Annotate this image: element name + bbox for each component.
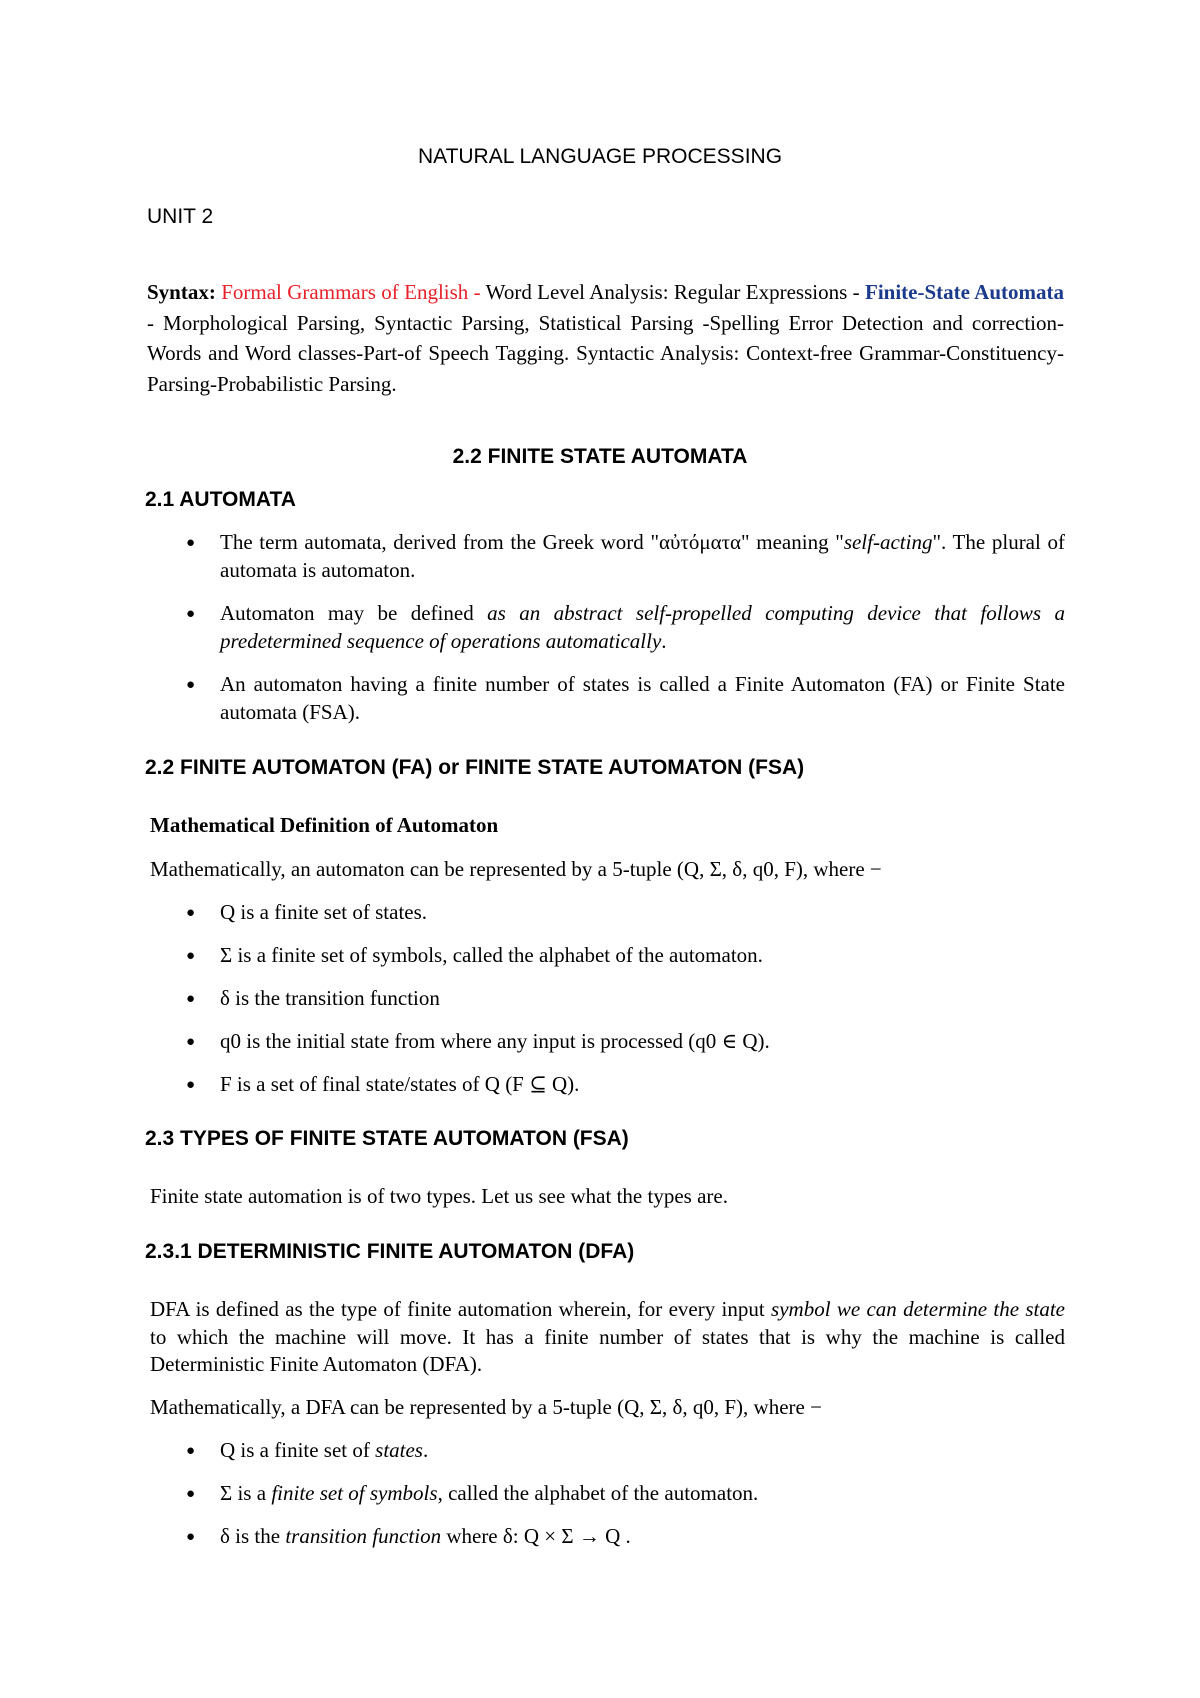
syntax-label: Syntax: xyxy=(147,280,216,304)
list-item-text: An automaton having a finite number of states is called a Finite Automaton (FA) or Finite State automata (FSA). xyxy=(220,672,1065,724)
subheading-math-definition: Mathematical Definition of Automaton xyxy=(150,813,499,837)
syllabus-text-2: - Morphological Parsing, Syntactic Parsing, Statistical Parsing -Spelling Error Detection and correction-Words and Word classes-Part-of Speech Tagging. Syntactic Analysis: Context-free Grammar-Constituency- Parsing-Probabilistic Parsing. xyxy=(147,310,1064,396)
list-item: Q is a finite set of states. xyxy=(220,900,428,924)
bullet-icon: ● xyxy=(186,677,196,693)
bullet-icon: ● xyxy=(186,1034,196,1050)
bullet-icon: ● xyxy=(186,948,196,964)
bullet-icon: ● xyxy=(186,905,196,921)
list-item: Σ is a finite set of symbols, called the alphabet of the automaton. xyxy=(220,943,763,967)
bullet-icon: ● xyxy=(186,606,196,622)
bullet-icon: ● xyxy=(186,535,196,551)
syllabus-paragraph xyxy=(147,277,1064,399)
dfa-definition-paragraph: DFA is defined as the type of finite automation wherein, for every input symbol we can determine the state to which the machine will move. It has a finite number of states that is why the machine is called Deterministic Finite Automaton (DFA). xyxy=(150,1297,1065,1376)
bullet-icon: ● xyxy=(186,1077,196,1093)
list-item: δ is the transition function where δ: Q × Σ → Q . xyxy=(220,1524,631,1548)
types-paragraph: Finite state automation is of two types. Let us see what the types are. xyxy=(150,1184,728,1208)
list-item: Σ is a finite set of symbols, called the alphabet of the automaton. xyxy=(220,1481,759,1505)
section-heading-fsa: 2.2 FINITE STATE AUTOMATA xyxy=(452,445,748,468)
list-item-text: Automaton may be defined as an abstract self-propelled computing device that follows a predetermined sequence of operations automatically. xyxy=(220,601,1065,653)
list-item-text: The term automata, derived from the Greek word "αὐτόματα" meaning "self-acting". The plural of automata is automaton. xyxy=(220,530,1065,582)
formal-grammars-text: Formal Grammars of English - xyxy=(221,280,481,304)
finite-state-automata-text: Finite-State Automata xyxy=(865,280,1065,304)
section-heading-types: 2.3 TYPES OF FINITE STATE AUTOMATON (FSA) xyxy=(145,1127,629,1150)
list-item: q0 is the initial state from where any input is processed (q0 ∈ Q). xyxy=(220,1029,770,1053)
unit-label: UNIT 2 xyxy=(147,205,214,228)
list-item: F is a set of final state/states of Q (F ⊆ Q). xyxy=(220,1072,580,1096)
dfa-tuple-paragraph: Mathematically, a DFA can be represented by a 5-tuple (Q, Σ, δ, q0, F), where − xyxy=(150,1395,822,1419)
section-heading-automata: 2.1 AUTOMATA xyxy=(145,488,296,511)
fa-intro-paragraph: Mathematically, an automaton can be represented by a 5-tuple (Q, Σ, δ, q0, F), where − xyxy=(150,857,882,881)
section-heading-dfa: 2.3.1 DETERMINISTIC FINITE AUTOMATON (DFA) xyxy=(145,1240,635,1263)
syllabus-text-1: Word Level Analysis: Regular Expressions - xyxy=(480,280,865,304)
document-title: NATURAL LANGUAGE PROCESSING xyxy=(417,145,783,168)
bullet-icon: ● xyxy=(186,1486,196,1502)
bullet-icon: ● xyxy=(186,1529,196,1545)
bullet-icon: ● xyxy=(186,991,196,1007)
list-item: δ is the transition function xyxy=(220,986,440,1010)
bullet-icon: ● xyxy=(186,1443,196,1459)
list-item: Q is a finite set of states. xyxy=(220,1438,429,1462)
section-heading-fa: 2.2 FINITE AUTOMATON (FA) or FINITE STATE AUTOMATON (FSA) xyxy=(145,756,805,779)
